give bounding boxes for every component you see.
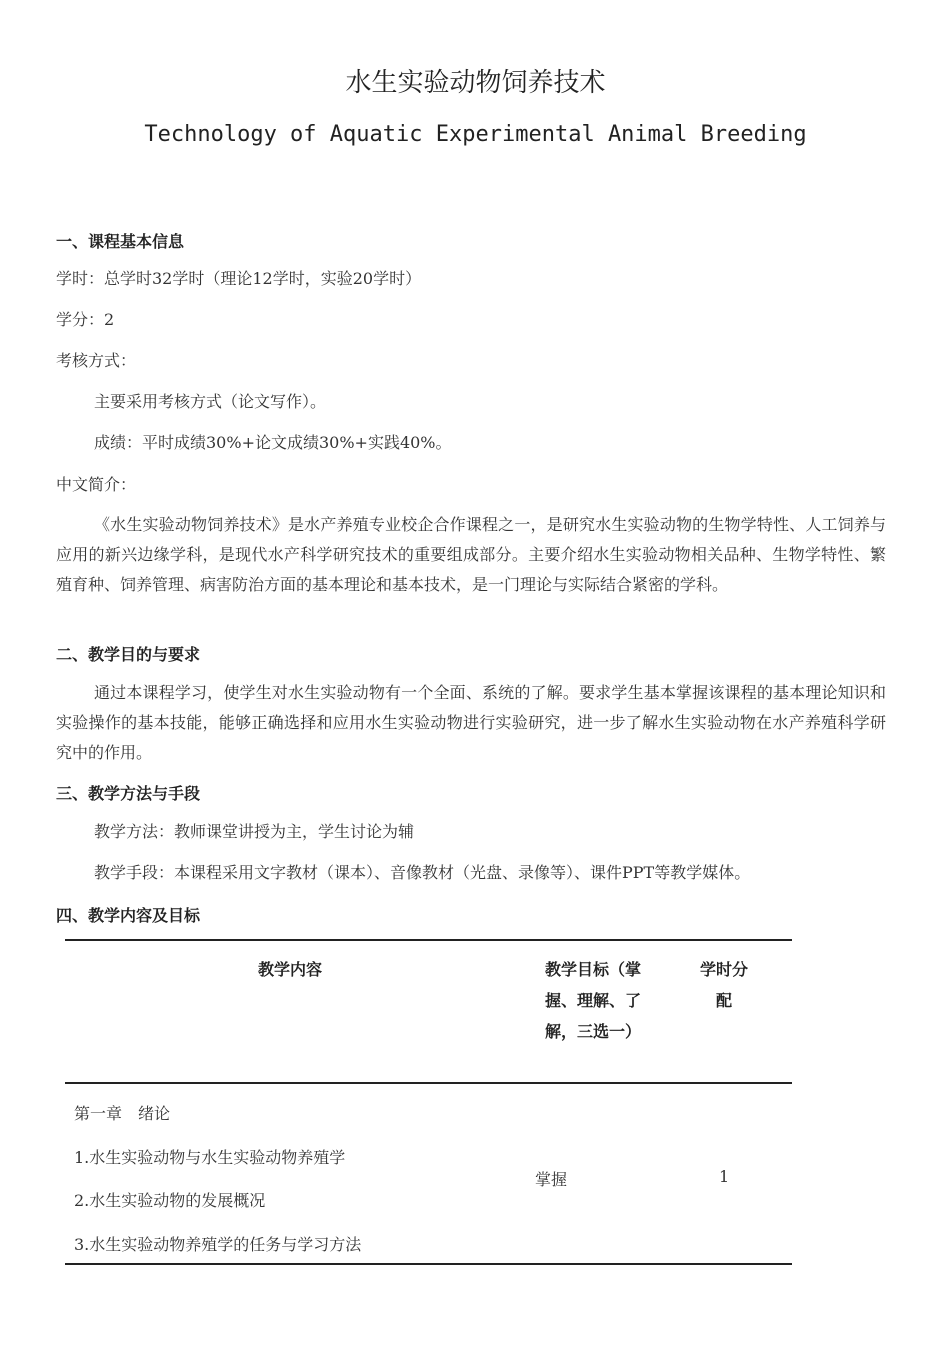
section-4-heading: 四、教学内容及目标 xyxy=(56,906,201,925)
assessment-label: 考核方式： xyxy=(56,351,137,370)
course-credits: 学分：2 xyxy=(56,310,115,329)
document-title-cn: 水生实验动物饲养技术 xyxy=(345,68,606,98)
table-header-rule xyxy=(65,1082,792,1084)
row-item-1: 1.水生实验动物与水生实验动物养殖学 xyxy=(74,1148,346,1167)
teaching-methods: 教学方法：教师课堂讲授为主，学生讨论为辅 xyxy=(94,822,415,841)
grading-scheme: 成绩：平时成绩30%+论文成绩30%+实践40%。 xyxy=(94,433,452,452)
row-goal: 掌握 xyxy=(535,1170,568,1189)
row-item-2: 2.水生实验动物的发展概况 xyxy=(74,1191,266,1210)
teaching-means: 教学手段：本课程采用文字教材（课本）、音像教材（光盘、录像等）、课件PPT等教学媒体。 xyxy=(94,863,751,882)
header-content: 教学内容 xyxy=(257,960,322,979)
assessment-method: 主要采用考核方式（论文写作）。 xyxy=(94,392,327,411)
row-hours: 1 xyxy=(719,1167,730,1186)
course-hours: 学时：总学时32学时（理论12学时，实验20学时） xyxy=(56,269,422,288)
section-1-heading: 一、课程基本信息 xyxy=(56,232,185,251)
table-top-rule xyxy=(65,939,792,941)
document-title-en: Technology of Aquatic Experimental Animal Breeding xyxy=(144,122,807,147)
section-2-heading: 二、教学目的与要求 xyxy=(56,645,201,664)
row-chapter: 第一章 绪论 xyxy=(74,1104,171,1123)
table-bottom-rule xyxy=(65,1263,792,1265)
course-intro-paragraph: 《水生实验动物饲养技术》是水产养殖专业校企合作课程之一，是研究水生实验动物的生物学特性、人工饲养与应用的新兴边缘学科，是现代水产科学研究技术的重要组成部分。主要介绍水生实验动物相关品种、生物学特性、繁殖育种、饲养管理、病害防治方面的基本理论和基本技术，是一门理论与实际结合紧密的学科。 xyxy=(56,515,886,594)
header-goal: 教学目标（掌握、理解、了解，三选一） xyxy=(544,960,641,1041)
section-3-heading: 三、教学方法与手段 xyxy=(56,784,201,803)
teaching-goals-paragraph: 通过本课程学习，使学生对水生实验动物有一个全面、系统的了解。要求学生基本掌握该课程的基本理论知识和实验操作的基本技能，能够正确选择和应用水生实验动物进行实验研究，进一步了解水生实验动物在水产养殖科学研究中的作用。 xyxy=(56,683,886,762)
row-item-3: 3.水生实验动物养殖学的任务与学习方法 xyxy=(74,1235,362,1254)
header-hours: 学时分配 xyxy=(700,960,749,1010)
intro-label: 中文简介： xyxy=(56,475,137,494)
